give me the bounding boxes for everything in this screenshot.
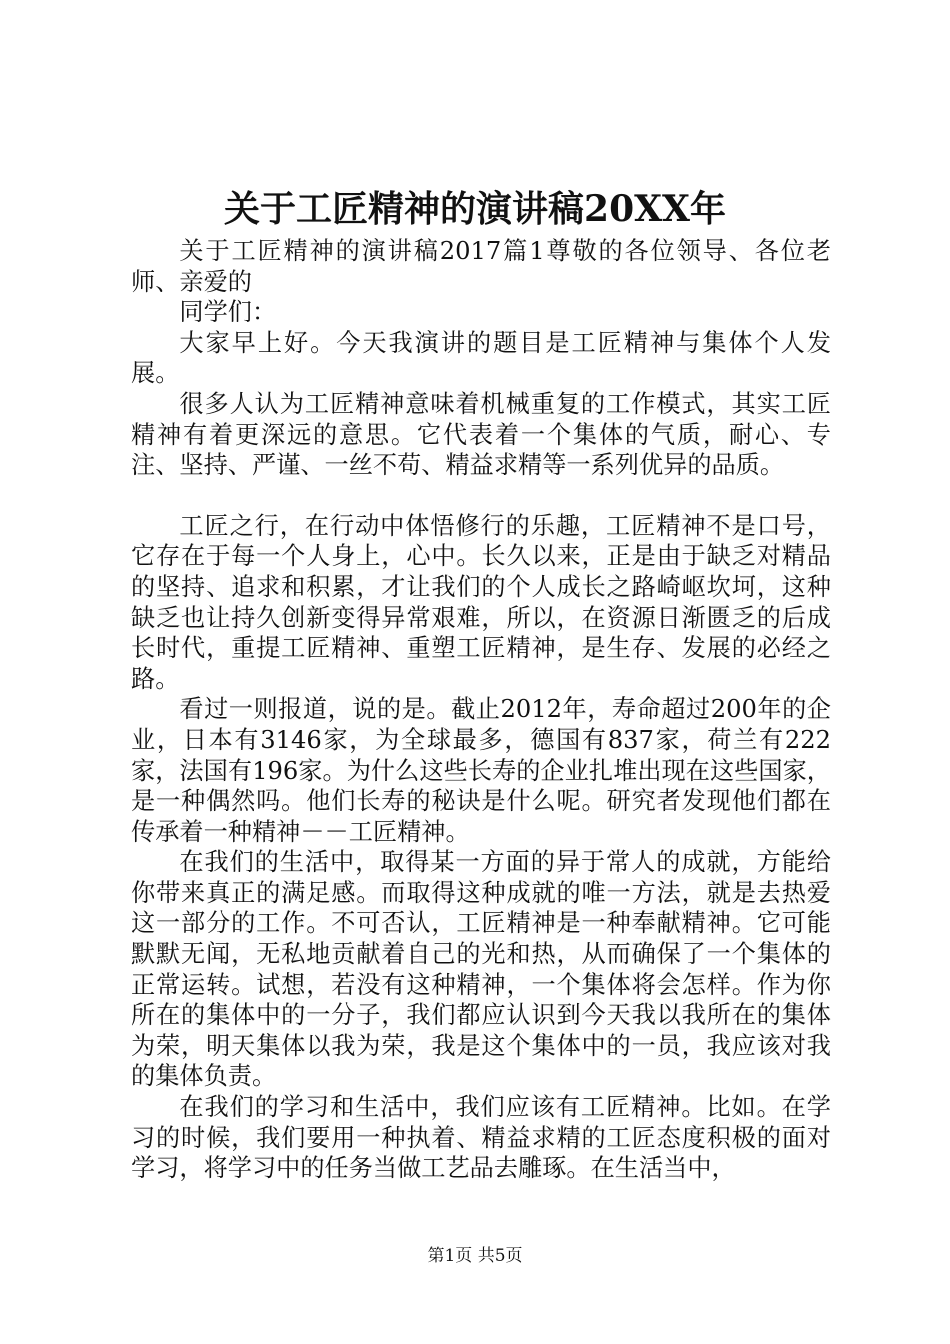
document-body [131, 236, 831, 1184]
paragraph-7: 在我们的生活中，取得某一方面的异于常人的成就，方能给你带来真正的满足感。而取得这种成就的唯一方法，就是去热爱这一部分的工作。不可否认，工匠精神是一种奉献精神。它可能默默无闻，无私地贡献着自己的光和热，从而确保了一个集体的正常运转。试想，若没有这种精神，一个集体将会怎样。作为你所在的集体中的一分子，我们都应认识到今天我以我所在的集体为荣，明天集体以我为荣，我是这个集体中的一员，我应该对我的集体负责。 [131, 848, 831, 1091]
paragraph-1: 关于工匠精神的演讲稿2017篇1尊敬的各位领导、各位老师、亲爱的 [131, 237, 831, 296]
paragraph-2: 同学们： [179, 298, 277, 327]
page-footer: 第1页 共5页 [427, 1246, 523, 1266]
paragraph-8: 在我们的学习和生活中，我们应该有工匠精神。比如。在学习的时候，我们要用一种执着、精益求精的工匠态度积极的面对学习，将学习中的任务当做工艺品去雕琢。在生活当中， [131, 1093, 831, 1183]
paragraph-5: 工匠之行，在行动中体悟修行的乐趣，工匠精神不是口号，它存在于每一个人身上，心中。长久以来，正是由于缺乏对精品的坚持、追求和积累，才让我们的个人成长之路崎岖坎坷，这种缺乏也让持久创新变得异常艰难，所以，在资源日渐匮乏的后成长时代，重提工匠精神、重塑工匠精神，是生存、发展的必经之路。 [131, 511, 831, 693]
paragraph-4: 很多人认为工匠精神意味着机械重复的工作模式，其实工匠精神有着更深远的意思。它代表着一个集体的气质，耐心、专注、坚持、严谨、一丝不苟、精益求精等一系列优异的品质。 [131, 389, 831, 480]
paragraph-3: 大家早上好。今天我演讲的题目是工匠精神与集体个人发展。 [131, 328, 831, 388]
paragraph-6: 看过一则报道，说的是。截止2012年，寿命超过200年的企业，日本有3146家，为全球最多，德国有837家，荷兰有222家，法国有196家。为什么这些长寿的企业扎堆出现在这些国家，是一种偶然吗。他们长寿的秘诀是什么呢。研究者发现他们都在传承着一种精神－－工匠精神。 [131, 695, 831, 846]
document-title: 关于工匠精神的演讲稿20XX年 [224, 188, 726, 230]
